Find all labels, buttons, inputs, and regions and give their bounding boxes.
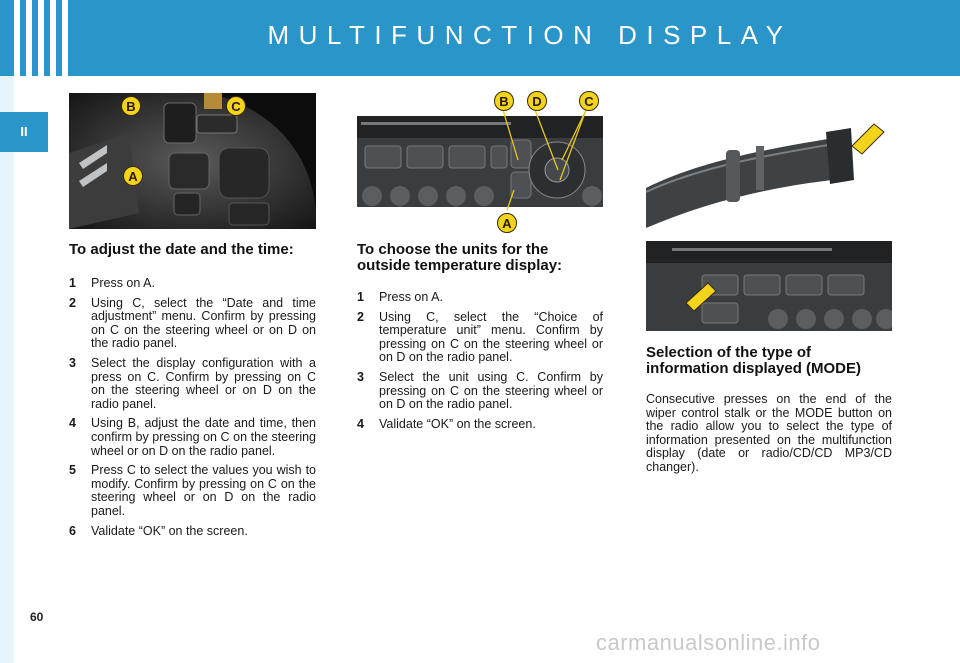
- badge-a: A: [123, 166, 143, 186]
- badge-d: D: [527, 91, 547, 111]
- header-stripe: [14, 0, 20, 76]
- badge-b: B: [121, 96, 141, 116]
- page-number: 60: [30, 610, 44, 624]
- header-stripe: [38, 0, 44, 76]
- header-stripe: [50, 0, 56, 76]
- radio-mode-photo: [646, 241, 892, 331]
- watermark: carmanualsonline.info: [596, 630, 821, 655]
- date-time-heading: To adjust the date and the time:: [69, 241, 294, 258]
- list-item: 4 Using B, adjust the date and time, then confirm by pressing on C on the steering wheel or on D on the radio panel.: [69, 416, 316, 458]
- badge-c: C: [226, 96, 246, 116]
- list-item: 3 Select the unit using C. Confirm by pressing on C on the steering wheel or on D on the radio panel.: [357, 369, 603, 412]
- list-item: 6 Validate “OK” on the screen.: [69, 523, 248, 538]
- badge-c: C: [579, 91, 599, 111]
- list-item: 1 Press on A.: [357, 290, 443, 304]
- list-item: 2 Using C, select the “Choice of temperature unit” menu. Confirm by pressing on C on the steering wheel or on D on the radio panel.: [357, 309, 603, 365]
- list-item: 3 Select the display configuration with a press on C. Confirm by pressing on C on the steering wheel or on D on the radio panel.: [69, 355, 316, 411]
- chapter-tab[interactable]: II: [0, 112, 48, 152]
- callout-lines: [490, 100, 600, 230]
- header-stripe: [62, 0, 68, 76]
- units-heading: To choose the units for the outside temperature display:: [357, 241, 563, 274]
- header-bar: [0, 0, 960, 76]
- sidebar-strip: [0, 76, 14, 663]
- units-steps: [357, 291, 603, 437]
- list-item: 4 Validate “OK” on the screen.: [357, 416, 536, 431]
- list-item: 2 Using C, select the “Date and time adjustment” menu. Confirm by pressing on C on the steering wheel or on D on the radio panel.: [69, 295, 316, 351]
- mode-paragraph: Consecutive presses on the end of the wiper control stalk or the MODE button on the radio allow you to select the type of information presented on the multifunction display (date or radio/CD/CD MP3/CD changer).: [646, 392, 892, 474]
- page-title: MULTIFUNCTION DISPLAY: [267, 20, 793, 50]
- badge-a: A: [497, 213, 517, 233]
- steering-wheel-photo: [69, 93, 316, 229]
- list-item: 1 Press on A.: [69, 276, 155, 290]
- date-time-steps: [69, 277, 316, 544]
- badge-b: B: [494, 91, 514, 111]
- mode-heading: Selection of the type of information displayed (MODE): [646, 344, 862, 377]
- header-stripe: [26, 0, 32, 76]
- wiper-stalk-photo: [646, 118, 892, 228]
- list-item: 5 Press C to select the values you wish to modify. Confirm by pressing on C on the steering wheel or on D on the radio panel.: [69, 463, 316, 518]
